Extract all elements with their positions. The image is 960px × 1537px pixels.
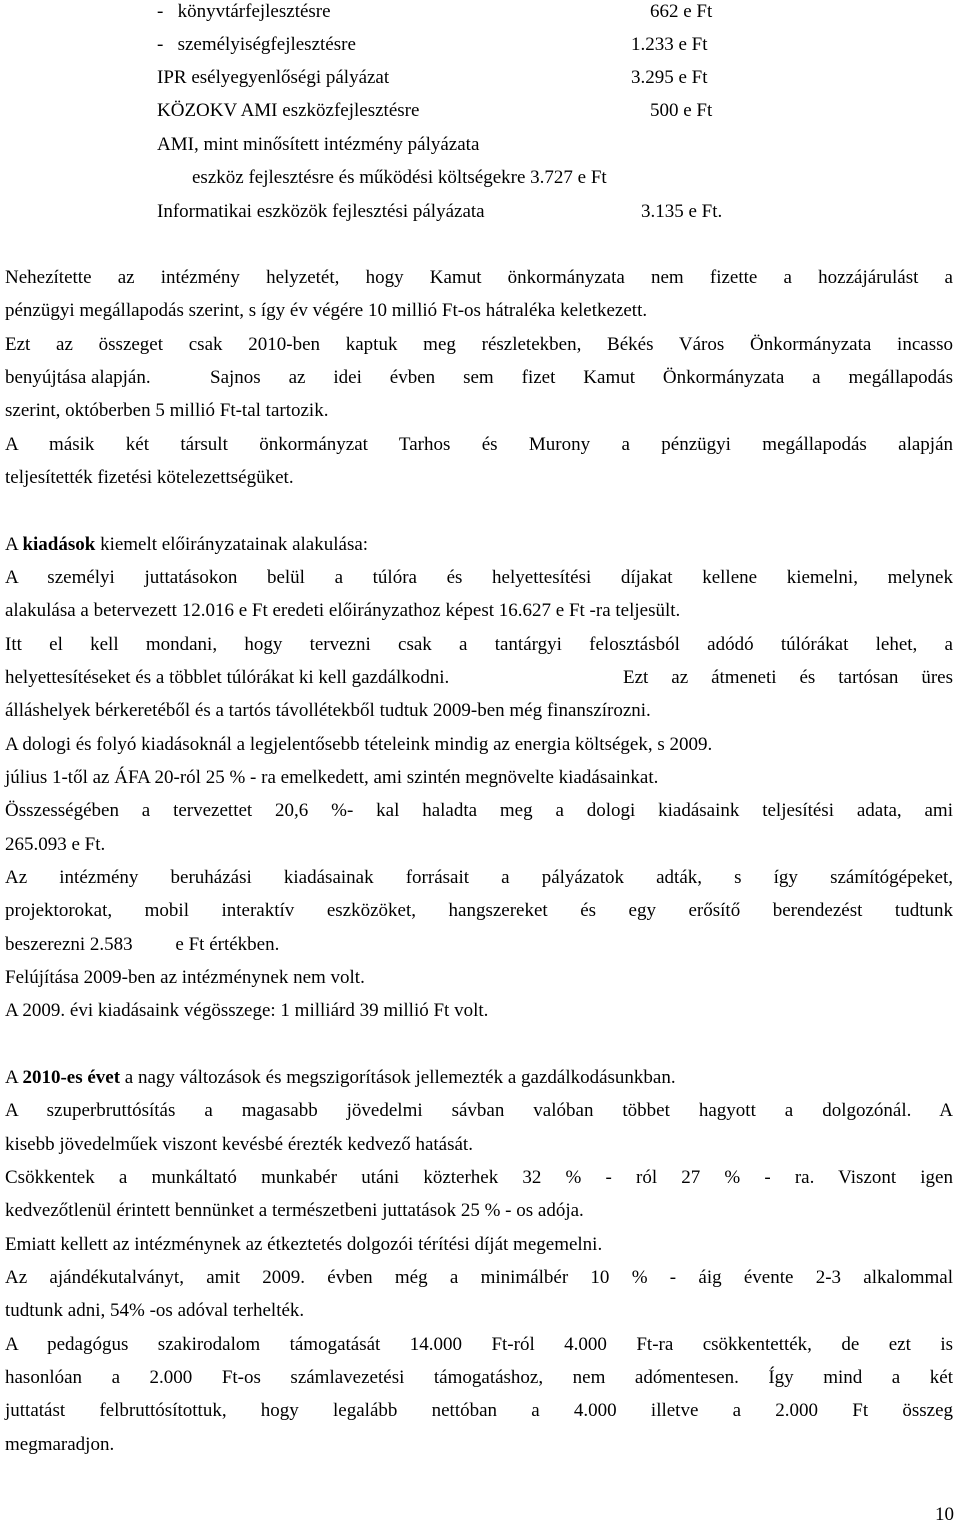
text-line: 265.093 e Ft.	[5, 834, 106, 855]
funding-amount: 500 e Ft	[650, 100, 713, 121]
funding-label: - könyvtárfejlesztésre	[157, 1, 331, 22]
text-line: A személyi juttatásokon belül a túlóra és helyettesítési díjakat kellene kiemelni, melynek	[5, 567, 953, 588]
text-line: Nehezítette az intézmény helyzetét, hogy Kamut önkormányzata nem fizette a hozzájárulást a	[5, 267, 953, 288]
text-line: Az intézmény beruházási kiadásainak forrásait a pályázatok adták, s így számítógépeket,	[5, 867, 953, 888]
funding-amount: 1.233 e Ft	[631, 34, 708, 55]
text-line: szerint, októberben 5 millió Ft-tal tartozik.	[5, 400, 329, 421]
text-line: A pedagógus szakirodalom támogatását 14.000 Ft-ról 4.000 Ft-ra csökkentették, de ezt is	[5, 1334, 953, 1355]
text-line: Összességében a tervezettet 20,6 %- kal haladta meg a dologi kiadásaink teljesítési adata, ami	[5, 800, 953, 821]
page-number: 10	[935, 1504, 954, 1525]
funding-label: Informatikai eszközök fejlesztési pályázata	[157, 201, 485, 222]
text-line: A másik két társult önkormányzat Tarhos és Murony a pénzügyi megállapodás alapján	[5, 434, 953, 455]
text-line: Az ajándékutalványt, amit 2009. évben még a minimálbér 10 % - áig évente 2-3 alkalommal	[5, 1267, 953, 1288]
text-line: hasonlóan a 2.000 Ft-os számlavezetési támogatáshoz, nem adómentesen. Így mind a két	[5, 1367, 953, 1388]
text-line: A 2009. évi kiadásaink végösszege: 1 milliárd 39 millió Ft volt.	[5, 1000, 489, 1021]
section-heading-kiadasok: A kiadások kiemelt előirányzatainak alakulása:	[5, 534, 369, 555]
text-line: Sajnos az idei évben sem fizet Kamut Önkormányzata a megállapodás	[210, 367, 953, 388]
text-line: alakulása a betervezett 12.016 e Ft eredeti előirányzathoz képest 16.627 e Ft -ra teljesült.	[5, 600, 681, 621]
text-line: tudtunk adni, 54% -os adóval terhelték.	[5, 1300, 305, 1321]
text-line: kedvezőtlenül érintett bennünket a természetbeni juttatások 25 % - os adója.	[5, 1200, 584, 1221]
text-line: kisebb jövedelműek viszont kevésbé érezték kedvező hatását.	[5, 1134, 473, 1155]
text-line: helyettesítéseket és a többlet túlórákat ki kell gazdálkodni.	[5, 667, 450, 688]
text-line: juttatást felbruttósítottuk, hogy legalább nettóban a 4.000 illetve a 2.000 Ft összeg	[5, 1400, 953, 1421]
text-line: Csökkentek a munkáltató munkabér utáni közterhek 32 % - ról 27 % - ra. Viszont igen	[5, 1167, 953, 1188]
text-line: Itt el kell mondani, hogy tervezni csak a tantárgyi felosztásból adódó túlórákat lehet, a	[5, 634, 953, 655]
text-line: benyújtása alapján.	[5, 367, 151, 388]
funding-label: eszköz fejlesztésre és működési költségekre 3.727 e Ft	[192, 167, 607, 188]
funding-amount: 662 e Ft	[650, 1, 713, 22]
text-line: Ezt az összeget csak 2010-ben kaptuk meg részletekben, Békés Város Önkormányzata incasso	[5, 334, 953, 355]
funding-amount: 3.295 e Ft	[631, 67, 708, 88]
funding-label: AMI, mint minősített intézmény pályázata	[157, 134, 480, 155]
funding-amount: 3.135 e Ft.	[641, 201, 723, 222]
text-line: július 1-től az ÁFA 20-ról 25 % - ra emelkedett, ami szintén megnövelte kiadásainkat.	[5, 767, 659, 788]
text-line: A dologi és folyó kiadásoknál a legjelentősebb tételeink mindig az energia költségek, s 2009.	[5, 734, 713, 755]
text-line: Ezt az átmeneti és tartósan üres	[623, 667, 953, 688]
text-line: álláshelyek bérkeretéből és a tartós távollétekből tudtuk 2009-ben még finanszírozni.	[5, 700, 651, 721]
text-line: teljesítették fizetési kötelezettségüket.	[5, 467, 294, 488]
text-line: beszerezni 2.583 e Ft értékben.	[5, 934, 280, 955]
funding-label: IPR esélyegyenlőségi pályázat	[157, 67, 390, 88]
text-line: Felújítása 2009-ben az intézménynek nem volt.	[5, 967, 365, 988]
funding-label: - személyiségfejlesztésre	[157, 34, 356, 55]
section-heading-2010: A 2010-es évet a nagy változások és megszigorítások jellemezték a gazdálkodásunkban.	[5, 1067, 676, 1088]
funding-label: KÖZOKV AMI eszközfejlesztésre	[157, 100, 420, 121]
text-line: A szuperbruttósítás a magasabb jövedelmi sávban valóban többet hagyott a dolgozónál. A	[5, 1100, 953, 1121]
text-line: Emiatt kellett az intézménynek az étkeztetés dolgozói térítési díját megemelni.	[5, 1234, 603, 1255]
text-line: projektorokat, mobil interaktív eszközöket, hangszereket és egy erősítő berendezést tudtunk	[5, 900, 953, 921]
text-line: pénzügyi megállapodás szerint, s így év végére 10 millió Ft-os hátraléka keletkezett.	[5, 300, 648, 321]
text-line: megmaradjon.	[5, 1434, 115, 1455]
